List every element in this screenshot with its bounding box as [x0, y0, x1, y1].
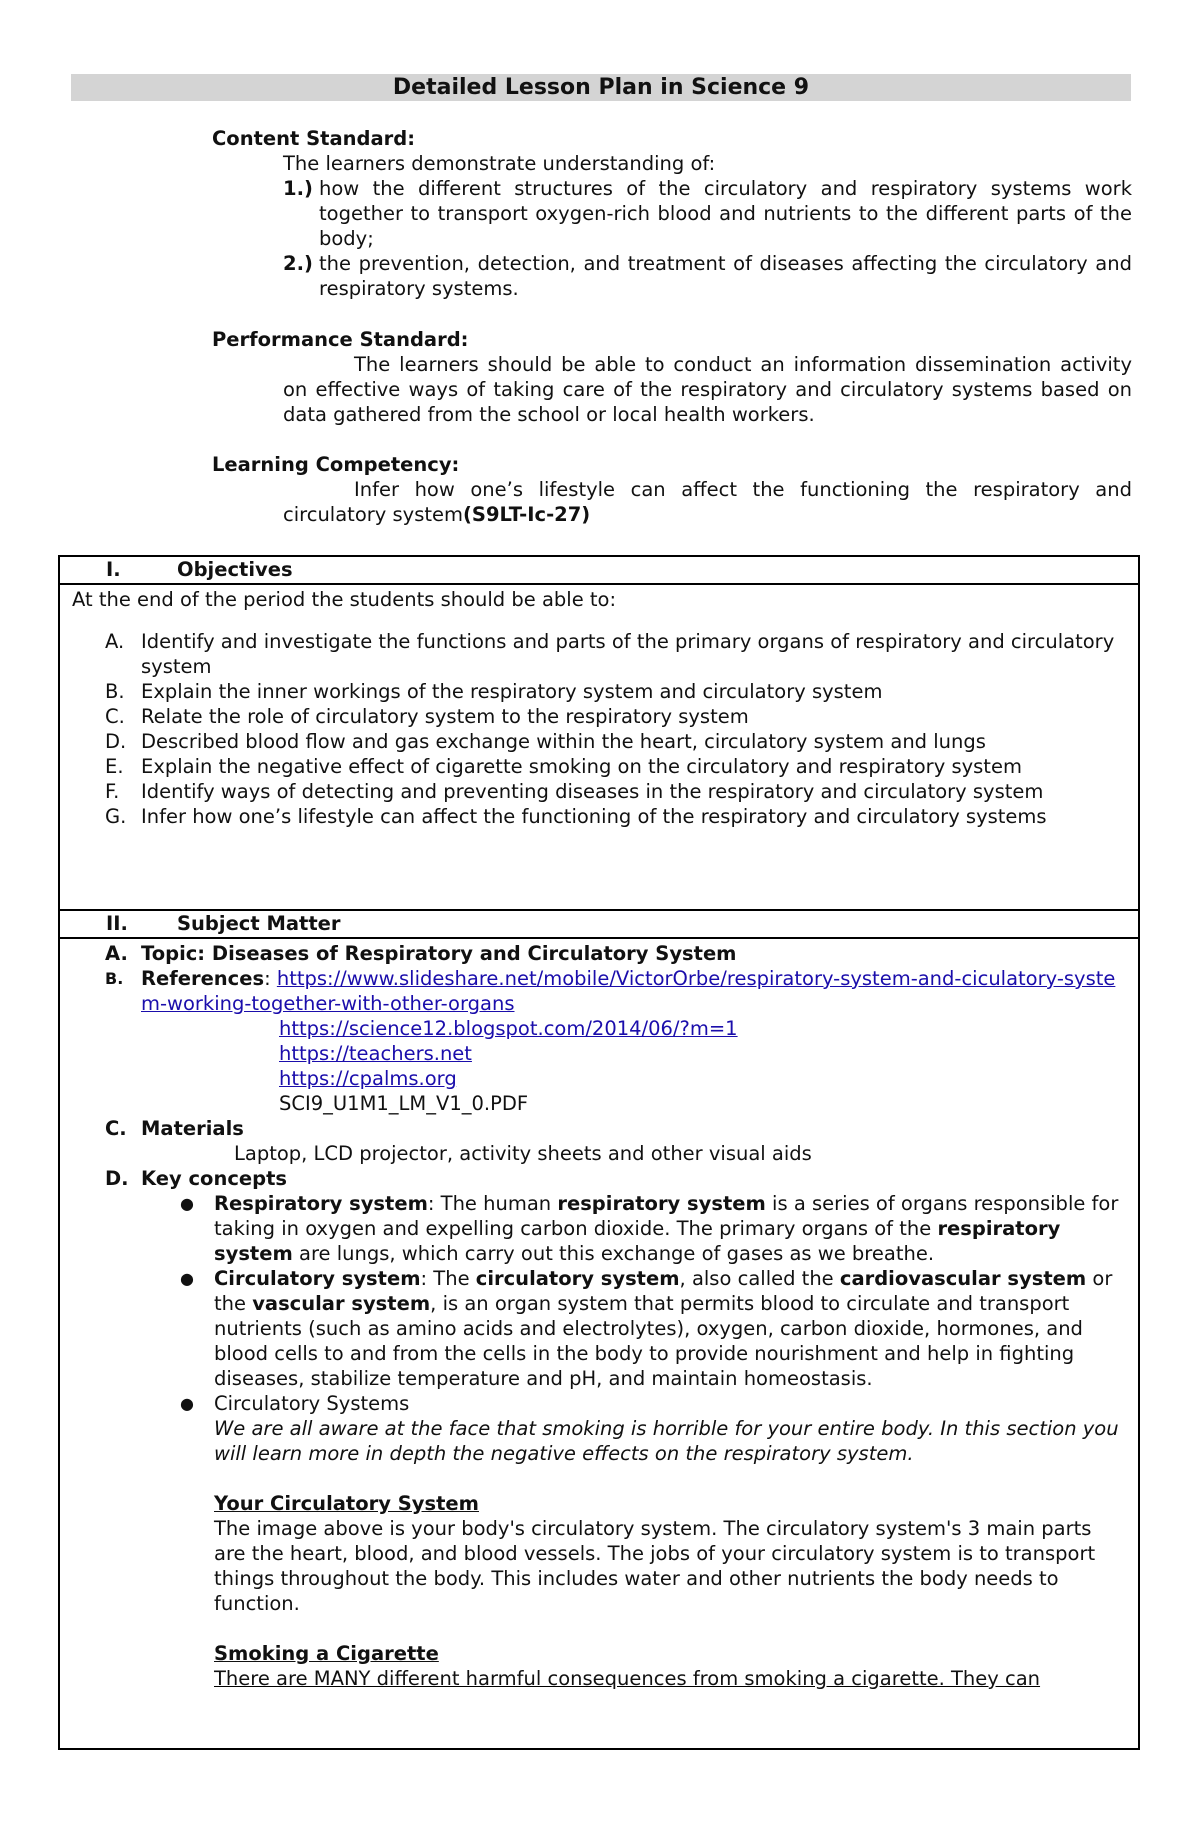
list-item [72, 779, 1138, 804]
term: circulatory system [475, 1267, 680, 1290]
content-standard-intro: The learners demonstrate understanding of: [283, 152, 716, 175]
list-item [72, 754, 1138, 779]
item-letter: C. [105, 705, 125, 728]
text: or the [214, 1267, 1113, 1315]
text: Circulatory Systems [214, 1392, 410, 1415]
materials-text: Laptop, LCD projector, activity sheets and other visual aids [234, 1142, 812, 1165]
competency-code: (S9LT-Ic-27) [463, 503, 591, 526]
text: , also called the [679, 1267, 840, 1290]
term: Circulatory system [214, 1267, 421, 1290]
term: cardiovascular system [839, 1267, 1087, 1290]
references-item [72, 966, 1138, 1016]
list-item [72, 679, 1138, 704]
text: is a series of organs responsible for taking in oxygen and expelling carbon dioxide. The primary organs of the [214, 1192, 1119, 1240]
reference-file: SCI9_U1M1_LM_V1_0.PDF [279, 1092, 529, 1115]
learning-competency-text [212, 477, 1132, 527]
item-letter: B. [105, 969, 124, 988]
your-circulatory-system [72, 1491, 1138, 1616]
reference-link[interactable]: https://cpalms.org [279, 1067, 457, 1090]
subject-matter-section [58, 909, 1140, 1750]
performance-standard-heading: Performance Standard: [212, 328, 469, 351]
item-letter: F. [105, 780, 120, 803]
smoking-a-cigarette [72, 1641, 1138, 1691]
text: : The [420, 1267, 476, 1290]
term: vascular system [252, 1292, 431, 1315]
item-text: Explain the inner workings of the respiratory system and circulatory system [141, 680, 883, 703]
item-text: the prevention, detection, and treatment of diseases affecting the circulatory and respiratory systems. [319, 252, 1132, 300]
objectives-intro: At the end of the period the students should be able to: [72, 588, 617, 611]
list-item [72, 629, 1138, 679]
content-standard [212, 126, 1132, 301]
references-label: References [141, 967, 265, 990]
item-letter: E. [105, 755, 124, 778]
competency-text: Infer how one’s lifestyle can affect the functioning the respiratory and circulatory system [283, 478, 1132, 526]
list-item [72, 804, 1138, 829]
key-concept-circulatory [72, 1266, 1138, 1391]
content-standard-heading: Content Standard: [212, 127, 416, 150]
performance-standard [212, 327, 1132, 427]
term: respiratory system [214, 1217, 1061, 1265]
term: respiratory system [557, 1192, 766, 1215]
item-text: Infer how one’s lifestyle can affect the functioning of the respiratory and circulatory systems [141, 805, 1047, 828]
item-letter: A. [105, 942, 128, 965]
reference-link[interactable]: https://science12.blogspot.com/2014/06/?m=1 [279, 1017, 738, 1040]
topic-text: Topic: Diseases of Respiratory and Circulatory System [141, 942, 737, 965]
italic-text: We are all aware at the face that smoking is horrible for your entire body. In this section you will learn more in depth the negative effects on the respiratory system. [214, 1417, 1119, 1465]
section-number: II. [106, 912, 128, 935]
subject-matter-header [60, 909, 1138, 939]
materials-item [72, 1116, 1138, 1141]
references-colon: : [264, 967, 277, 990]
text: are lungs, which carry out this exchange of gases as we breathe. [292, 1242, 935, 1265]
item-letter: G. [105, 805, 127, 828]
key-concept-circulatory-systems [72, 1391, 1138, 1466]
section-number: I. [106, 558, 121, 581]
item-number: 1.) [283, 177, 313, 200]
key-concepts-label: Key concepts [141, 1167, 288, 1190]
item-letter: D. [105, 730, 127, 753]
content-standard-item [212, 176, 1132, 251]
content-standard-item [212, 251, 1132, 301]
item-text: how the different structures of the circulatory and respiratory systems work together to transport oxygen-rich blood and nutrients to the different parts of the body; [319, 177, 1132, 250]
subsection-text: The image above is your body's circulatory system. The circulatory system's 3 main parts are the heart, blood, and blood vessels. The jobs of your circulatory system is to transport things throughout the body. This includes water and other nutrients the body needs to function. [214, 1517, 1096, 1615]
bullet-icon: ● [180, 1394, 194, 1413]
performance-standard-text [212, 352, 1132, 427]
key-concept-respiratory [72, 1191, 1138, 1266]
objectives-section [58, 555, 1140, 911]
topic-item [72, 941, 1138, 966]
bullet-icon: ● [180, 1194, 194, 1213]
key-concepts-item [72, 1166, 1138, 1191]
learning-competency-heading: Learning Competency: [212, 453, 460, 476]
objectives-list [72, 629, 1138, 829]
bullet-icon: ● [180, 1269, 194, 1288]
item-text: Relate the role of circulatory system to the respiratory system [141, 705, 749, 728]
item-text: Identify ways of detecting and preventing diseases in the respiratory and circulatory system [141, 780, 1044, 803]
text: : The human [427, 1192, 558, 1215]
item-letter: A. [105, 630, 125, 653]
materials-label: Materials [141, 1117, 244, 1140]
item-text: Described blood flow and gas exchange within the heart, circulatory system and lungs [141, 730, 986, 753]
reference-link[interactable]: https://www.slideshare.net/mobile/VictorOrbe/respiratory-system-and-ciculatory-system-working-together-with-other-organs [141, 967, 1116, 1015]
item-number: 2.) [283, 252, 313, 275]
subsection-title: Smoking a Cigarette [214, 1642, 439, 1665]
item-letter: D. [105, 1167, 129, 1190]
item-letter: B. [105, 680, 125, 703]
section-label: Subject Matter [177, 912, 341, 935]
list-item [72, 704, 1138, 729]
document-title: Detailed Lesson Plan in Science 9 [71, 74, 1131, 101]
reference-link[interactable]: https://teachers.net [279, 1042, 472, 1065]
subsection-text: There are MANY different harmful consequences from smoking a cigarette. They can [214, 1667, 1041, 1690]
list-item [72, 729, 1138, 754]
item-letter: C. [105, 1117, 127, 1140]
performance-text: The learners should be able to conduct an information dissemination activity on effective ways of taking care of the respiratory and circulatory systems based on data gathered from the school or local health workers. [283, 353, 1132, 426]
objectives-header [60, 557, 1138, 585]
item-text: Explain the negative effect of cigarette smoking on the circulatory and respiratory system [141, 755, 1022, 778]
term: Respiratory system [214, 1192, 428, 1215]
section-label: Objectives [177, 558, 293, 581]
text: , is an organ system that permits blood to circulate and transport nutrients (such as amino acids and electrolytes), oxygen, carbon dioxide, hormones, and blood cells to and from the cells in the body to provide nourishment and help in fighting diseases, stabilize temperature and pH, and maintain homeostasis. [214, 1292, 1083, 1390]
subsection-title: Your Circulatory System [214, 1492, 479, 1515]
item-text: Identify and investigate the functions and parts of the primary organs of respiratory and circulatory system [141, 630, 1115, 678]
learning-competency [212, 452, 1132, 527]
